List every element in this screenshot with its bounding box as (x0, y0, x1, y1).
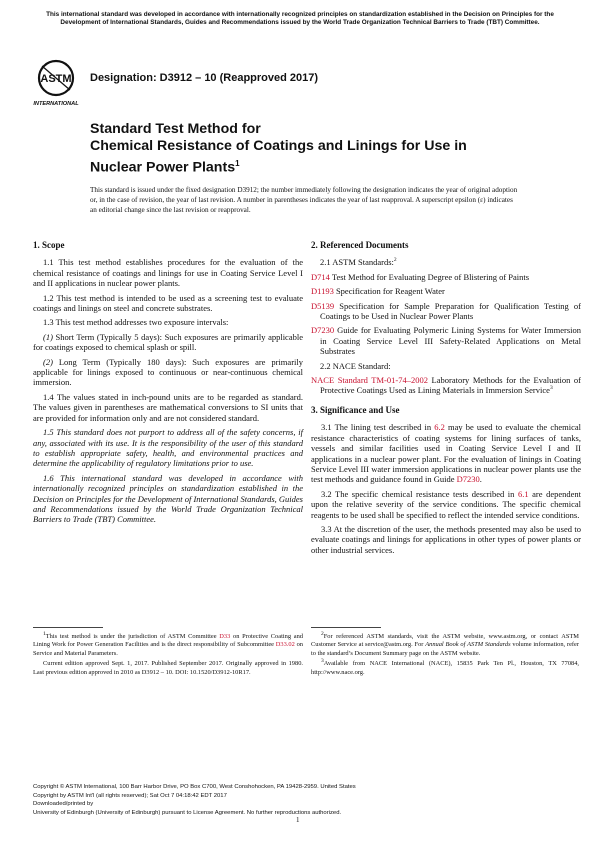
scope-1-3-1 (33, 332, 303, 353)
intro-paragraph: This standard is issued under the fixed designation D3912; the number immediately following the designation indicates the year of original adoption or, in the case of revision, the year of last revision. A number in parentheses indicates the year of last reapproval. A superscript epsilon (ε) indicates an editorial change since the last revision or reapproval. (90, 186, 518, 214)
title-footnote-marker: 1 (235, 159, 240, 168)
scope-1-3-2-num: (2) (43, 356, 53, 367)
footnote-2-marker: 2 (321, 630, 324, 637)
ref-code-link[interactable]: D714 (311, 271, 330, 282)
footer-line-4: University of Edinburgh (University of Edinburgh) pursuant to License Agreement. No further reproductions authorized. (33, 809, 342, 816)
significance-3-2 (311, 489, 581, 520)
significance-3-2-text-a: 3.2 The specific chemical resistance tests described in (321, 488, 518, 499)
scope-1-5: 1.5 This standard does not purport to address all of the safety concerns, if any, associated with its use. It is the responsibility of the user of this standard to establish appropriate safety, health, and environmental practices and determine the applicability of regulatory limitations prior to use. (33, 427, 303, 469)
ref-code-link[interactable]: D5139 (311, 300, 335, 311)
scope-1-3-1-text: Short Term (Typically 5 days): Such exposures are primarily applicable for coatings exposed to chemical splash or spill. (33, 331, 303, 353)
d33-02-link[interactable]: D33.02 (275, 641, 295, 649)
footer-line-2: Copyright by ASTM Int'l (all rights reserved); Sat Oct 7 04:18:42 EDT 2017 (33, 792, 227, 799)
nace-title: Laboratory Methods for the Evaluation of Protective Coatings Used as Lining Materials in Immersion Service (320, 375, 581, 396)
ref-title: Specification for Reagent Water (333, 286, 445, 297)
footer-copyright: Copyright © ASTM International, 100 Barr Harbor Drive, PO Box C700, West Conshohocken, PA 19428-2959. United States (33, 784, 356, 790)
significance-3-1 (311, 422, 581, 484)
designation: Designation: D3912 – 10 (Reapproved 2017) (90, 72, 319, 84)
footnote-1 (33, 630, 303, 658)
ref-code-link[interactable]: D1193 (311, 286, 334, 297)
ref-title: Guide for Evaluating Polymeric Lining Systems for Water Immersion in Coating Service Level III Safety-Related Applications on Metal Substrates (320, 325, 581, 357)
ref-item (311, 301, 581, 322)
footnote-rule-right (311, 627, 381, 628)
footer-line-3: Downloaded/printed by (33, 801, 94, 808)
nace-footnote-marker: 3 (549, 385, 553, 392)
right-column (311, 240, 581, 559)
ref-title: Test Method for Evaluating Degree of Blistering of Paints (329, 271, 530, 282)
page-number: 1 (296, 816, 300, 824)
astm-logo-icon (32, 58, 80, 108)
edition-note: Current edition approved Sept. 1, 2017. Published September 2017. Originally approved in 1980. Last previous edition approved in 2010 as D3912 – 10. DOI: 10.1520/D3912-10R17. (33, 660, 303, 676)
ref-item (311, 286, 581, 296)
footnote-rule-left (33, 627, 103, 628)
scope-1-3-1-num: (1) (43, 331, 53, 342)
astm-logo (32, 58, 80, 108)
nace-standard-label: 2.2 NACE Standard: (320, 360, 391, 371)
title-line-2: Chemical Resistance of Coatings and Linings for Use in (90, 138, 467, 154)
footnote-1-marker: 1 (43, 630, 46, 637)
scope-1-3-2-text: Long Term (Typically 180 days): Such exposures are primarily applicable for linings exposed to continuous or near-continuous chemical immersion. (33, 356, 303, 388)
footnote-divider (311, 627, 381, 628)
left-column (33, 240, 303, 529)
footnote-2-text-b: volume information, refer to the standard’s Document Summary page on the ASTM website. (311, 641, 580, 657)
footnote-2-text-a: For referenced ASTM standards, visit the ASTM website, www.astm.org, or contact ASTM Customer Service at service@astm.org. For (311, 633, 579, 649)
footnote-3-marker: 3 (321, 658, 324, 665)
footnote-2 (311, 630, 580, 658)
nace-ref-item (311, 375, 581, 396)
refs-heading: 2. Referenced Documents (311, 240, 409, 250)
page-footer (33, 783, 573, 817)
footnote-3 (311, 660, 579, 677)
footnote-divider (33, 627, 103, 628)
logo-text: ASTM (40, 73, 72, 85)
d7230-link[interactable]: D7230 (456, 474, 480, 485)
footnote-1-text-c: on Service and Material Parameters. (33, 641, 303, 657)
significance-3-1-text-c: . (479, 474, 482, 485)
footnote-3-text: Available from NACE International (NACE), 15835 Park Ten Pl., Houston, TX 77084, http://www.nace.org. (311, 660, 579, 676)
footnotes-right (311, 630, 580, 679)
section-6-2-link[interactable]: 6.2 (434, 422, 445, 433)
ref-item (311, 272, 581, 282)
scope-1-6: 1.6 This international standard was developed in accordance with internationally recognized principles on standardization established in the Decision on Principles for the Development of International Standards, Guides and Recommendations issued by the World Trade Organization Technical Barriers to Trade (TBT) Committee. (33, 472, 303, 525)
ref-list (311, 272, 581, 357)
scope-heading: 1. Scope (33, 240, 65, 250)
title-line-3-text: Nuclear Power Plants (90, 159, 236, 176)
footnotes-left (33, 630, 303, 679)
title-line-3 (90, 155, 530, 177)
ref-code-link[interactable]: D7230 (311, 325, 335, 336)
significance-3-1-text-a: 3.1 The lining test described in (321, 422, 435, 433)
logo-subtext: INTERNATIONAL (33, 101, 79, 107)
significance-heading: 3. Significance and Use (311, 404, 400, 415)
document-title (90, 121, 530, 177)
scope-1-3-2 (33, 357, 303, 388)
scope-1-3: 1.3 This test method addresses two exposure intervals: (43, 317, 229, 328)
tbt-notice: This international standard was developed in accordance with internationally recognized principles on standardization established in the Decision on Principles for the Development of International Standards, Guides and Recommendations issued by the World Trade Organization Technical Barriers to Trade (TBT) Committee. (46, 11, 554, 26)
significance-3-1-text-b: may be used to evaluate the chemical resistance characteristics of coating systems for lining surfaces of tanks, vessels and similar facilities used in Coating Service Level I and II applications in a nuclear power plant. For the evaluation of linings in Coating Service Level III water immersion applications in nuclear power plants use the test methods and guidance found in Guide (311, 422, 581, 485)
scope-1-4: 1.4 The values stated in inch-pound units are to be regarded as standard. The values given in parentheses are mathematical conversions to SI units that are provided for information only and are not considered standard. (33, 391, 303, 423)
ref-title: Specification for Sample Preparation for Qualification Testing of Coatings to be Used in Nuclear Power Plants (320, 300, 581, 322)
scope-1-1: 1.1 This test method establishes procedures for the evaluation of the chemical resistance of coatings and linings for use in Coating Service Level I and II applications in nuclear power plants. (33, 257, 303, 289)
nace-code-link[interactable]: NACE Standard TM-01-74–2002 (311, 375, 428, 386)
astm-footnote-marker: 2 (393, 257, 397, 264)
footnote-1-text-a: This test method is under the jurisdiction of ASTM Committee (45, 633, 220, 640)
d33-link[interactable]: D33 (219, 633, 231, 640)
footnote-2-italic: Annual Book of ASTM Standards (425, 641, 511, 649)
significance-3-3: 3.3 At the discretion of the user, the methods presented may also be used to evaluate coatings and linings for applications in other types of power plants or other industrial services. (311, 523, 581, 555)
section-6-1-link[interactable]: 6.1 (517, 488, 529, 499)
title-line-1: Standard Test Method for (90, 121, 261, 137)
significance-3-2-text-b: are dependent upon the relative severity of the service conditions. The specific chemical reagents to be used shall be specified to reflect the intended service conditions. (311, 488, 581, 520)
astm-standards-label (311, 257, 581, 267)
scope-1-2: 1.2 This test method is intended to be used as a screening test to evaluate coatings and linings on steel and concrete substrates. (33, 292, 303, 314)
astm-standards-label-text: 2.1 ASTM Standards: (320, 257, 394, 268)
footnote-1-text-b: on Protective Coating and Lining Work for Power Generation Facilities and is the direct responsibility of Subcommittee (33, 633, 303, 649)
ref-item (311, 325, 581, 356)
